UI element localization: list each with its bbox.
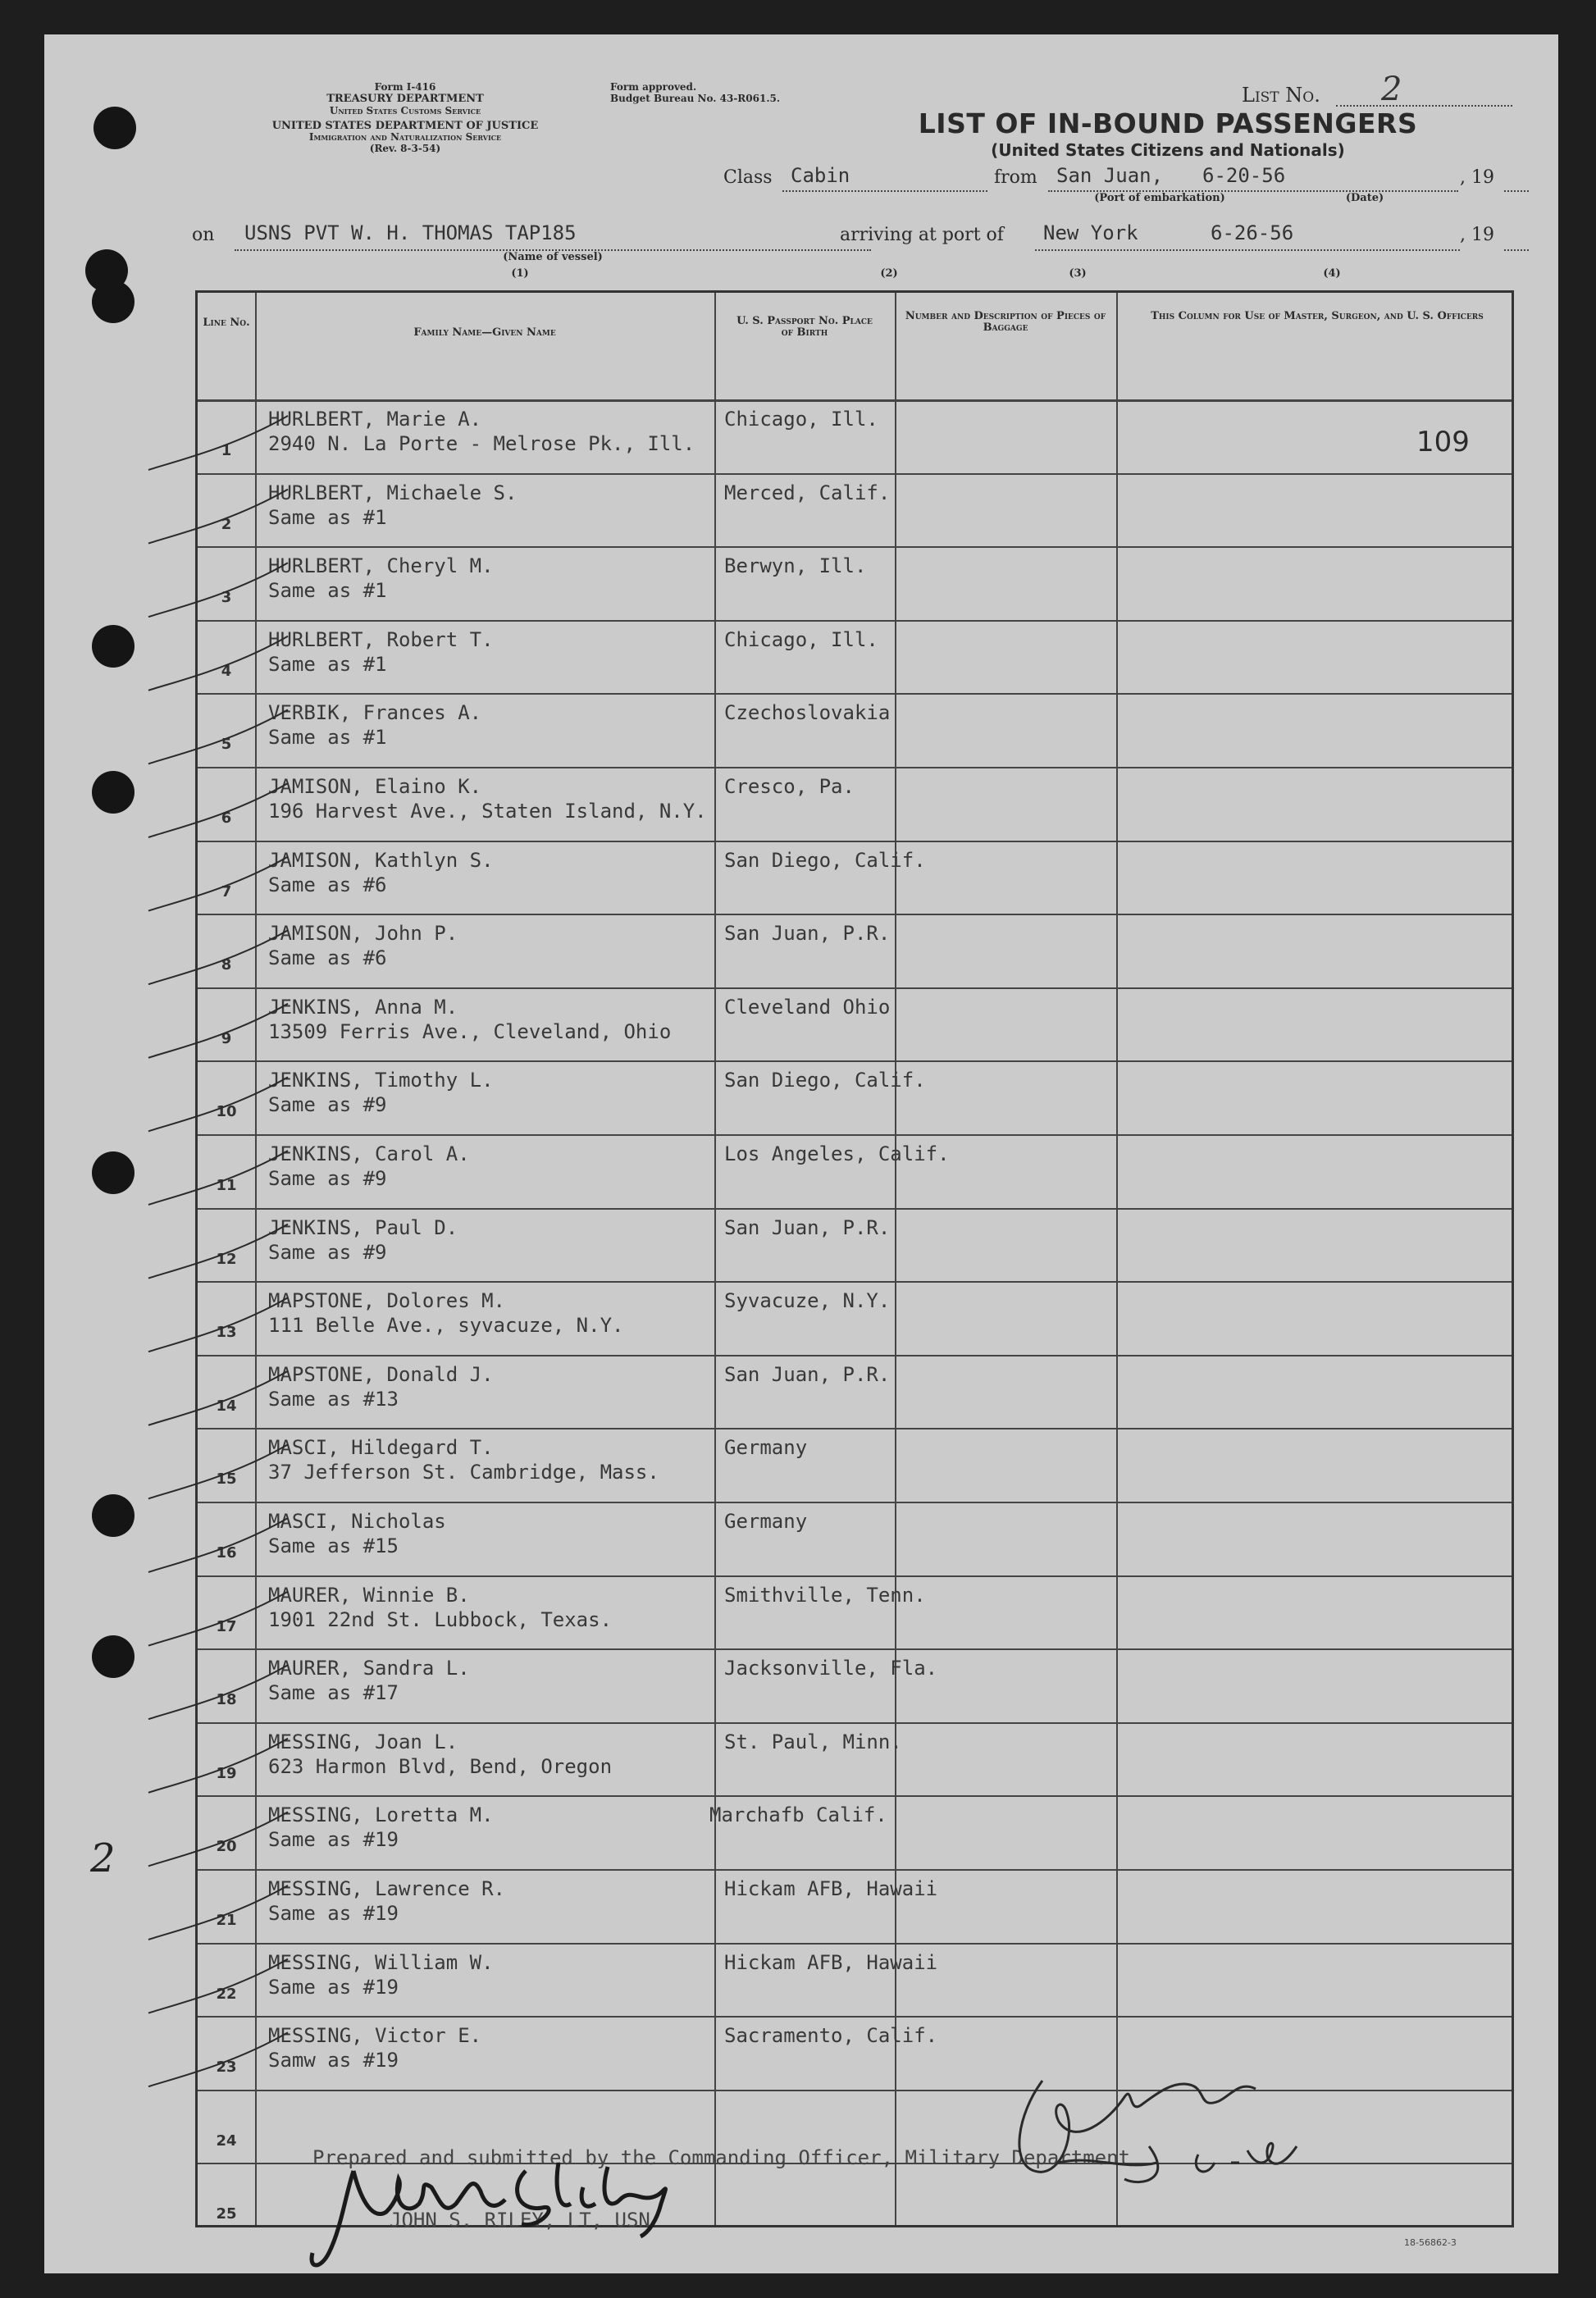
checkmark-stroke bbox=[148, 416, 288, 470]
passenger-name: MAPSTONE, Dolores M. bbox=[268, 1289, 505, 1313]
passenger-address: 13509 Ferris Ave., Cleveland, Ohio bbox=[268, 1019, 672, 1043]
passenger-address: Same as #13 bbox=[268, 1387, 399, 1411]
passenger-address: Same as #1 bbox=[268, 579, 387, 603]
place-of-birth: Czechoslovakia bbox=[724, 701, 891, 725]
passenger-name: MESSING, William W. bbox=[268, 1950, 494, 1974]
place-of-birth: Sacramento, Calif. bbox=[724, 2024, 938, 2048]
date-caption: (Date) bbox=[1345, 192, 1384, 204]
passenger-name: MAPSTONE, Donald J. bbox=[268, 1362, 494, 1386]
embark-date: 6-20-56 bbox=[1202, 164, 1286, 187]
checkmark-stroke bbox=[148, 1004, 288, 1058]
passenger-name: MESSING, Joan L. bbox=[268, 1730, 458, 1753]
year-label-2: , 19 bbox=[1460, 225, 1494, 245]
checkmark-stroke bbox=[148, 1151, 288, 1205]
checkmark-stroke bbox=[148, 1812, 288, 1866]
place-of-birth: Berwyn, Ill. bbox=[724, 554, 867, 578]
passenger-address: Same as #17 bbox=[268, 1681, 399, 1705]
line-number: 10 bbox=[216, 1103, 237, 1121]
checkmark-stroke bbox=[148, 1224, 288, 1279]
place-of-birth: Smithville, Tenn. bbox=[724, 1583, 926, 1607]
place-of-birth: Merced, Calif. bbox=[724, 481, 891, 504]
passenger-name: VERBIK, Frances A. bbox=[268, 701, 482, 725]
place-of-birth: Germany bbox=[724, 1436, 808, 1460]
passenger-name: HURLBERT, Marie A. bbox=[268, 408, 482, 431]
line-number: 23 bbox=[216, 2059, 237, 2077]
year-line-2 bbox=[1504, 249, 1529, 251]
place-of-birth: Hickam AFB, Hawaii bbox=[724, 1950, 938, 1974]
checkmark-stroke bbox=[148, 1885, 288, 1940]
passenger-address: 37 Jefferson St. Cambridge, Mass. bbox=[268, 1461, 659, 1484]
passenger-name: JENKINS, Anna M. bbox=[268, 995, 458, 1019]
embark-port: San Juan, bbox=[1056, 164, 1164, 187]
place-of-birth: Chicago, Ill. bbox=[724, 627, 878, 651]
passenger-address: 623 Harmon Blvd, Bend, Oregon bbox=[268, 1754, 613, 1778]
passenger-address: 1901 22nd St. Lubbock, Texas. bbox=[268, 1607, 613, 1631]
document-subtitle: (United States Citizens and Nationals) bbox=[991, 140, 1345, 160]
passenger-address: 2940 N. La Porte - Melrose Pk., Ill. bbox=[268, 432, 695, 455]
checkmark-stroke bbox=[148, 1592, 288, 1646]
passenger-name: HURLBERT, Cheryl M. bbox=[268, 554, 494, 578]
line-number: 14 bbox=[216, 1397, 237, 1415]
line-number: 12 bbox=[216, 1250, 237, 1268]
checkmark-stroke bbox=[148, 783, 288, 837]
on-label: on bbox=[192, 225, 215, 245]
header-baggage: Number and Description of Pieces of Baggage bbox=[905, 310, 1106, 335]
line-number: 4 bbox=[221, 662, 232, 680]
document-page bbox=[44, 34, 1558, 2273]
passenger-address: Samw as #19 bbox=[268, 2049, 399, 2072]
commanding-officer-signature bbox=[296, 2154, 690, 2277]
passenger-name: MESSING, Lawrence R. bbox=[268, 1877, 505, 1900]
embark-caption: (Port of embarkation) bbox=[1094, 192, 1225, 204]
year-line-1 bbox=[1504, 190, 1529, 192]
passenger-name: HURLBERT, Michaele S. bbox=[268, 481, 518, 504]
passenger-name: JAMISON, Elaino K. bbox=[268, 775, 482, 798]
checkmark-stroke bbox=[148, 930, 288, 984]
line-number: 21 bbox=[216, 1912, 237, 1929]
passenger-name: MASCI, Hildegard T. bbox=[268, 1436, 494, 1460]
from-label: from bbox=[994, 167, 1037, 188]
col-number-2: (2) bbox=[880, 267, 898, 280]
col-number-3: (3) bbox=[1069, 267, 1087, 280]
line-number: 8 bbox=[221, 956, 232, 974]
line-number: 1 bbox=[221, 442, 232, 459]
passenger-name: MASCI, Nicholas bbox=[268, 1510, 446, 1533]
passenger-address: Same as #1 bbox=[268, 505, 387, 529]
passenger-address: Same as #19 bbox=[268, 1975, 399, 1999]
place-of-birth: San Diego, Calif. bbox=[724, 1069, 926, 1092]
checkmark-stroke bbox=[148, 1739, 288, 1793]
budget-bureau: Budget Bureau No. 43-R061.5. bbox=[610, 92, 781, 104]
place-of-birth: Los Angeles, Calif. bbox=[724, 1142, 950, 1165]
print-stamp: 18-56862-3 bbox=[1404, 2237, 1457, 2248]
arriving-label: arriving at port of bbox=[833, 225, 1004, 245]
vessel-caption: (Name of vessel) bbox=[503, 251, 603, 263]
place-of-birth: Marchafb Calif. bbox=[709, 1803, 887, 1827]
arrival-line bbox=[1035, 249, 1460, 251]
customs-service: United States Customs Service bbox=[329, 104, 481, 116]
class-line bbox=[782, 190, 987, 192]
line-number: 15 bbox=[216, 1470, 237, 1489]
header-passport-birth: U. S. Passport No. Place of Birth bbox=[736, 315, 873, 340]
checkmark-stroke bbox=[148, 1665, 288, 1719]
passenger-address: Same as #6 bbox=[268, 873, 387, 896]
place-of-birth: San Juan, P.R. bbox=[724, 1362, 891, 1386]
list-number bbox=[1192, 71, 1521, 108]
list-number-value: 2 bbox=[1381, 71, 1402, 108]
form-id-block bbox=[184, 82, 627, 155]
col-number-4: (4) bbox=[1323, 267, 1341, 280]
passenger-name: JENKINS, Carol A. bbox=[268, 1142, 470, 1165]
margin-mark: 2 bbox=[90, 1835, 116, 1881]
place-of-birth: San Juan, P.R. bbox=[724, 922, 891, 946]
line-number: 6 bbox=[221, 809, 232, 827]
passenger-name: MESSING, Loretta M. bbox=[268, 1803, 494, 1827]
passenger-address: Same as #6 bbox=[268, 946, 387, 970]
passenger-name: HURLBERT, Robert T. bbox=[268, 627, 494, 651]
line-number: 18 bbox=[216, 1691, 237, 1709]
class-label: Class bbox=[723, 167, 773, 188]
checkmark-stroke bbox=[148, 1077, 288, 1131]
passenger-name: JENKINS, Timothy L. bbox=[268, 1069, 494, 1092]
header-family-name: Family Name—Given Name bbox=[413, 326, 556, 339]
checkmark-layer bbox=[42, 293, 1516, 2230]
year-label-1: , 19 bbox=[1460, 167, 1494, 188]
passenger-name: MAURER, Winnie B. bbox=[268, 1583, 470, 1607]
passenger-name: JAMISON, John P. bbox=[268, 922, 458, 946]
ins-service: Immigration and Naturalization Service bbox=[308, 131, 502, 144]
passenger-address: 196 Harvest Ave., Staten Island, N.Y. bbox=[268, 800, 707, 823]
form-approved: Form approved. bbox=[610, 81, 697, 93]
header-officers: This Column for Use of Master, Surgeon, and U. S. Officers bbox=[1151, 310, 1484, 322]
checkmark-stroke bbox=[148, 709, 288, 764]
checkmark-stroke bbox=[148, 490, 288, 544]
line-number: 25 bbox=[216, 2205, 237, 2223]
officer-name: JOHN S. RILEY, LT, USN bbox=[390, 2209, 650, 2232]
line-number: 7 bbox=[221, 882, 232, 901]
col-number-1: (1) bbox=[511, 267, 529, 280]
passenger-name: MAURER, Sandra L. bbox=[268, 1657, 470, 1680]
line-number: 5 bbox=[221, 736, 232, 754]
binder-hole bbox=[93, 107, 136, 149]
passenger-table bbox=[195, 290, 1514, 2232]
checkmark-stroke bbox=[148, 1444, 288, 1498]
officer-note: 109 bbox=[1416, 426, 1470, 458]
place-of-birth: Cleveland Ohio bbox=[724, 995, 891, 1019]
approval-block bbox=[610, 82, 840, 105]
passenger-address: Same as #19 bbox=[268, 1902, 399, 1925]
list-number-line bbox=[1336, 105, 1512, 107]
treasury-dept: TREASURY DEPARTMENT bbox=[326, 92, 484, 105]
passenger-address: Same as #1 bbox=[268, 652, 387, 676]
place-of-birth: Chicago, Ill. bbox=[724, 408, 878, 431]
prepared-statement: Prepared and submitted by the Commanding Officer, Military Department bbox=[312, 2146, 1130, 2169]
place-of-birth: San Diego, Calif. bbox=[724, 848, 926, 872]
passenger-name: JAMISON, Kathlyn S. bbox=[268, 848, 494, 872]
line-number: 24 bbox=[216, 2132, 237, 2150]
vessel-name: USNS PVT W. H. THOMAS TAP185 bbox=[244, 221, 577, 244]
passenger-name: JENKINS, Paul D. bbox=[268, 1215, 458, 1239]
place-of-birth: Jacksonville, Fla. bbox=[724, 1657, 938, 1680]
place-of-birth: Cresco, Pa. bbox=[724, 775, 855, 798]
revision: (Rev. 8-3-54) bbox=[369, 143, 441, 155]
header-line-no: Line No. bbox=[203, 317, 250, 329]
line-number: 13 bbox=[216, 1324, 237, 1342]
line-number: 17 bbox=[216, 1617, 237, 1635]
place-of-birth: Syvacuze, N.Y. bbox=[724, 1289, 891, 1313]
checkmark-stroke bbox=[148, 1297, 288, 1352]
line-number: 2 bbox=[221, 515, 232, 533]
line-number: 11 bbox=[216, 1177, 237, 1194]
place-of-birth: Hickam AFB, Hawaii bbox=[724, 1877, 938, 1900]
form-number: Form I-416 bbox=[374, 81, 436, 93]
place-of-birth: San Juan, P.R. bbox=[724, 1215, 891, 1239]
checkmark-stroke bbox=[148, 857, 288, 911]
passenger-address: 111 Belle Ave., syvacuze, N.Y. bbox=[268, 1314, 624, 1338]
line-number: 9 bbox=[221, 1029, 232, 1047]
line-number: 16 bbox=[216, 1544, 237, 1562]
place-of-birth: Germany bbox=[724, 1510, 808, 1533]
line-number: 19 bbox=[216, 1764, 237, 1782]
arrival-date: 6-26-56 bbox=[1211, 221, 1294, 244]
line-number: 20 bbox=[216, 1838, 237, 1856]
line-number: 22 bbox=[216, 1985, 237, 2003]
place-of-birth: St. Paul, Minn. bbox=[724, 1730, 902, 1753]
passenger-address: Same as #15 bbox=[268, 1534, 399, 1557]
passenger-address: Same as #1 bbox=[268, 726, 387, 750]
passenger-address: Same as #9 bbox=[268, 1167, 387, 1190]
passenger-address: Same as #9 bbox=[268, 1093, 387, 1117]
arrival-port: New York bbox=[1043, 221, 1138, 244]
checkmark-stroke bbox=[148, 2032, 288, 2086]
document-title: LIST OF IN-BOUND PASSENGERS bbox=[918, 107, 1418, 139]
line-number: 3 bbox=[221, 589, 232, 607]
justice-dept: UNITED STATES DEPARTMENT OF JUSTICE bbox=[271, 119, 539, 132]
checkmark-stroke bbox=[148, 1518, 288, 1572]
passenger-name: MESSING, Victor E. bbox=[268, 2024, 482, 2048]
checkmark-stroke bbox=[148, 1959, 288, 2013]
checkmark-stroke bbox=[148, 563, 288, 617]
inspector-signature bbox=[985, 2064, 1362, 2204]
checkmark-stroke bbox=[148, 1371, 288, 1425]
list-number-label: List No. bbox=[1242, 84, 1320, 107]
checkmark-stroke bbox=[148, 636, 288, 691]
passenger-address: Same as #19 bbox=[268, 1828, 399, 1852]
class-value: Cabin bbox=[791, 164, 850, 187]
passenger-address: Same as #9 bbox=[268, 1240, 387, 1264]
